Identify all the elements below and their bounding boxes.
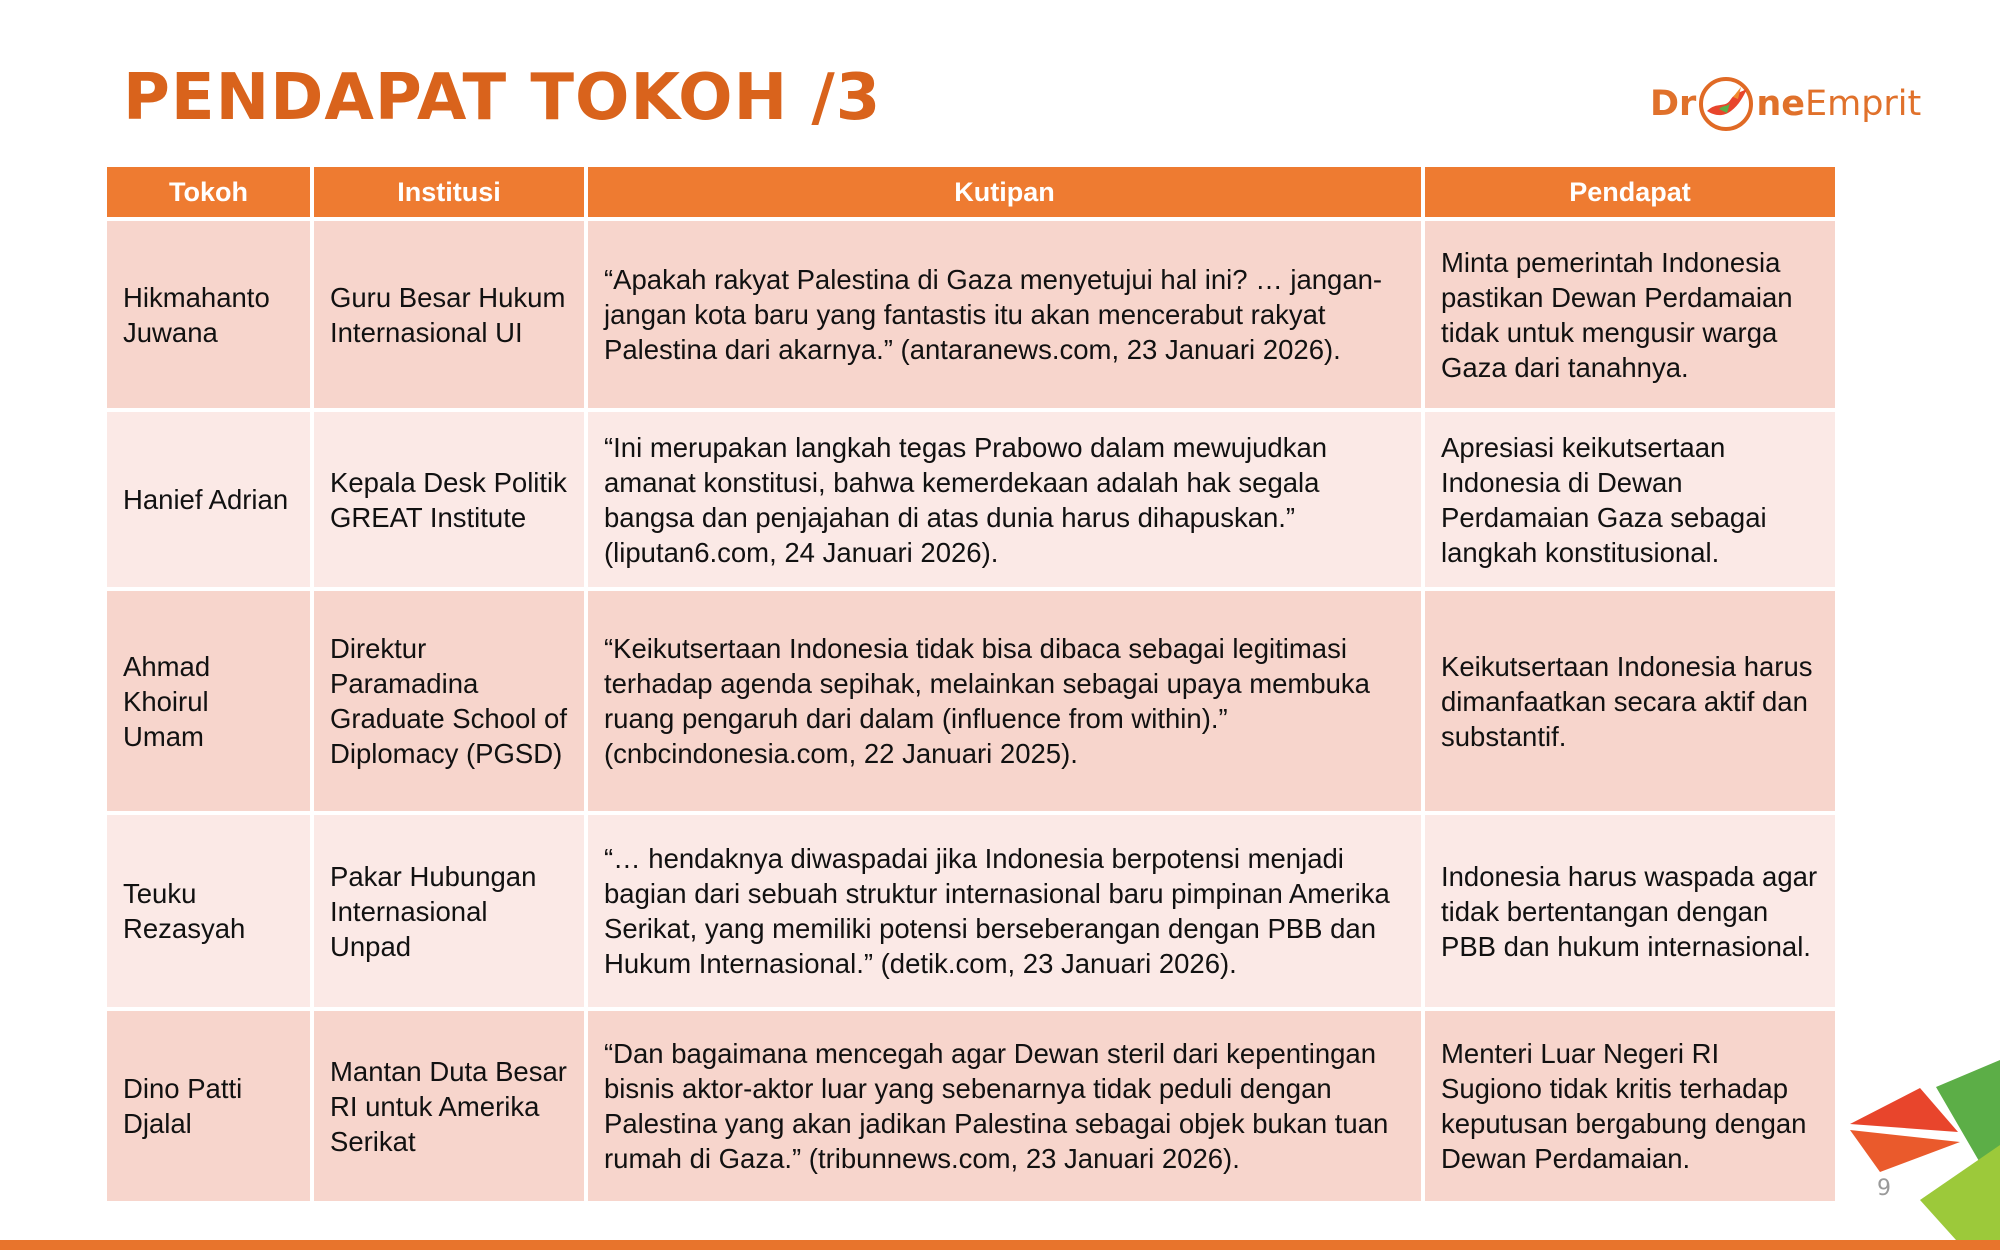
deco-lightgreen-shape [1920, 1145, 2000, 1250]
deco-orange-shape [1850, 1130, 1960, 1172]
pendapat-cell: Menteri Luar Negeri RI Sugiono tidak kritis terhadap keputusan bergabung dengan Dewan Perdamaian. [1423, 1009, 1837, 1203]
pendapat-cell: Apresiasi keikutsertaan Indonesia di Dewan Perdamaian Gaza sebagai langkah konstitusional. [1423, 410, 1837, 589]
tokoh-cell: Ahmad Khoirul Umam [105, 589, 312, 813]
kutipan-cell: “Ini merupakan langkah tegas Prabowo dalam mewujudkan amanat konstitusi, bahwa kemerdekaan adalah hak segala bangsa dan penjajahan di atas dunia harus dihapuskan.” (liputan6.com, 24 Januari 2026). [586, 410, 1423, 589]
header-tokoh: Tokoh [105, 165, 312, 219]
header-pendapat: Pendapat [1423, 165, 1837, 219]
header-institusi: Institusi [312, 165, 586, 219]
pendapat-cell: Keikutsertaan Indonesia harus dimanfaatkan secara aktif dan substantif. [1423, 589, 1837, 813]
tokoh-cell: Hikmahanto Juwana [105, 219, 312, 410]
logo-text-part3: Emprit [1804, 84, 1922, 124]
institusi-cell: Pakar Hubungan Internasional Unpad [312, 813, 586, 1009]
kutipan-cell: “Keikutsertaan Indonesia tidak bisa dibaca sebagai legitimasi terhadap agenda sepihak, melainkan sebagai upaya membuka ruang pengaruh dari dalam (influence from within).” (cnbcindonesia.com, 22 Januari 2025). [586, 589, 1423, 813]
logo-text-part2: ne [1756, 84, 1805, 124]
kutipan-cell: “Apakah rakyat Palestina di Gaza menyetujui hal ini? … jangan-jangan kota baru yang fantastis itu akan mencerabut rakyat Palestina dari akarnya.” (antaranews.com, 23 Januari 2026). [586, 219, 1423, 410]
institusi-cell: Mantan Duta Besar RI untuk Amerika Serikat [312, 1009, 586, 1203]
kutipan-cell: “… hendaknya diwaspadai jika Indonesia berpotensi menjadi bagian dari sebuah struktur internasional baru pimpinan Amerika Serikat, yang memiliki potensi berseberangan dengan PBB dan Hukum Internasional.” (detik.com, 23 Januari 2026). [586, 813, 1423, 1009]
institusi-cell: Kepala Desk Politik GREAT Institute [312, 410, 586, 589]
institusi-cell: Direktur Paramadina Graduate School of Diplomacy (PGSD) [312, 589, 586, 813]
pendapat-cell: Minta pemerintah Indonesia pastikan Dewan Perdamaian tidak untuk mengusir warga Gaza dari tanahnya. [1423, 219, 1837, 410]
tokoh-cell: Teuku Rezasyah [105, 813, 312, 1009]
pendapat-cell: Indonesia harus waspada agar tidak bertentangan dengan PBB dan hukum internasional. [1423, 813, 1837, 1009]
institusi-cell: Guru Besar Hukum Internasional UI [312, 219, 586, 410]
kutipan-cell: “Dan bagaimana mencegah agar Dewan steril dari kepentingan bisnis aktor-aktor luar yang sebenarnya tidak peduli dengan Palestina yang akan jadikan Palestina sebagai objek bukan tuan rumah di Gaza.” (tribunnews.com, 23 Januari 2026). [586, 1009, 1423, 1203]
logo-text-part1: Dr [1650, 84, 1697, 124]
tokoh-cell: Hanief Adrian [105, 410, 312, 589]
header-kutipan: Kutipan [586, 165, 1423, 219]
tokoh-cell: Dino Patti Djalal [105, 1009, 312, 1203]
page-title: PENDAPAT TOKOH /3 [123, 61, 882, 135]
page-number: 9 [1877, 1176, 1891, 1201]
bottom-accent-bar [0, 1240, 2000, 1250]
